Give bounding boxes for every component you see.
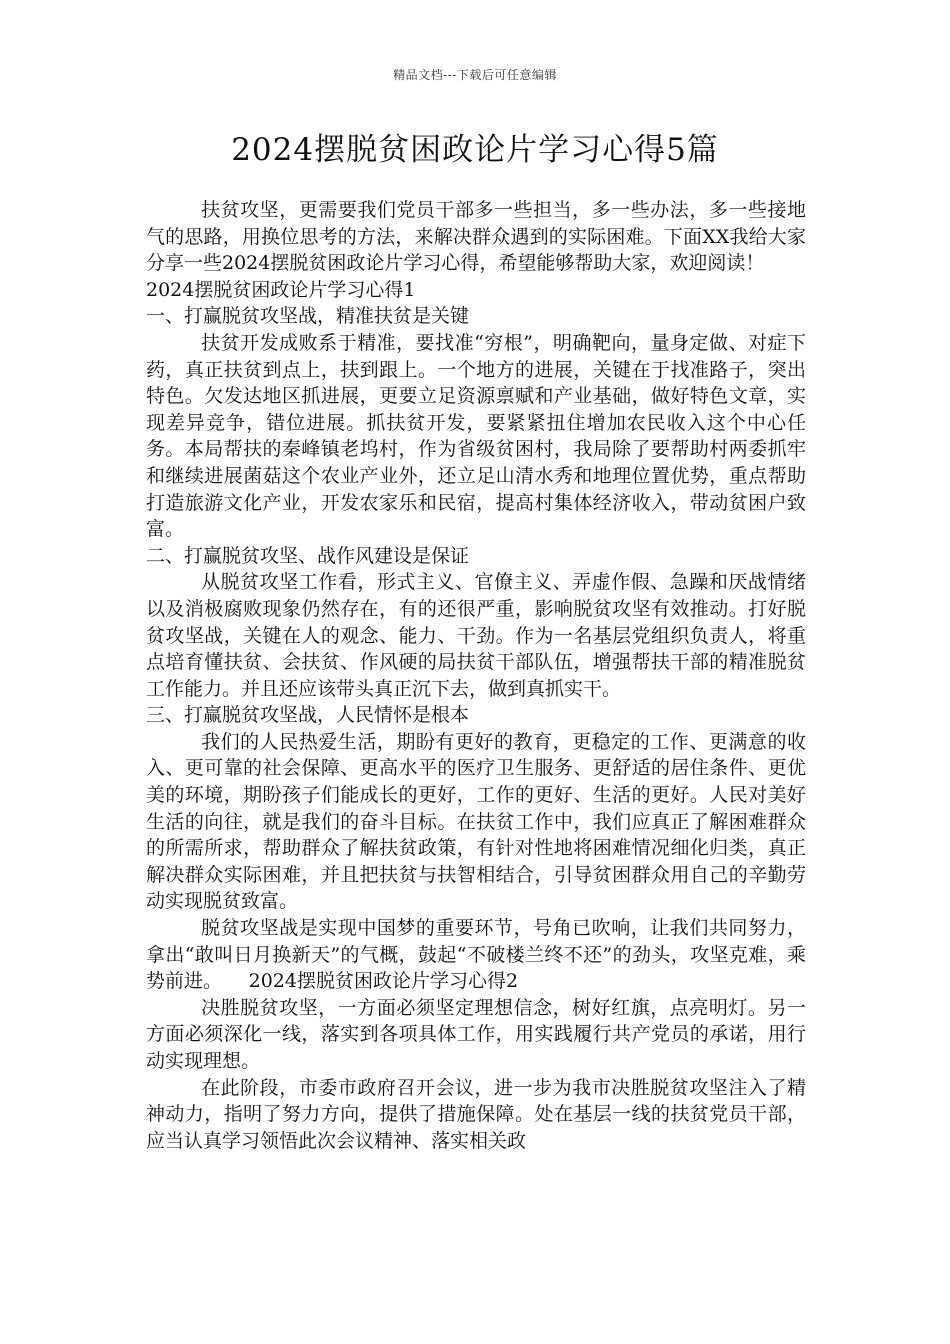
part2-title: 2024摆脱贫困政论片学习心得2 [248,970,519,993]
section2-heading: 二、打赢脱贫攻坚、战作风建设是保证 [146,544,470,567]
section3-paragraph: 我们的人民热爱生活，期盼有更好的教育，更稳定的工作、更满意的收入、更可靠的社会保障、更高水平的医疗卫生服务、更舒适的居住条件、更优美的环境，期盼孩子们能成长的更好，工作的更好、生活的更好。人民对美好生活的向往，就是我们的奋斗目标。在扶贫工作中，我们应真正了解困难群众的所需所求，帮助群众了解扶贫政策，有针对性地将困难情况细化归类，真正解决群众实际困难，并且把扶贫与扶智相结合，引导贫困群众用自己的辛勤劳动实现脱贫致富。 [146,730,806,913]
document-title: 2024摆脱贫困政论片学习心得5篇 [231,132,719,168]
closing-text: 脱贫攻坚战是实现中国梦的重要环节，号角已吹响，让我们共同努力，拿出“敢叫日月换新天”的气概，鼓起“不破楼兰终不还”的劲头，攻坚克难，乘势前进。 [146,917,806,993]
part2-paragraph-2: 在此阶段，市委市政府召开会议，进一步为我市决胜脱贫攻坚注入了精神动力，指明了努力方向，提供了措施保障。处在基层一线的扶贫党员干部，应当认真学习领悟此次会议精神、落实相关政 [146,1076,806,1152]
section1-paragraph: 扶贫开发成败系于精准，要找准“穷根”，明确靶向，量身定做、对症下药，真正扶贫到点上，扶到跟上。一个地方的进展，关键在于找准路子，突出特色。欠发达地区抓进展，更要立足资源禀赋和产业基础，做好特色文章，实现差异竞争，错位进展。抓扶贫开发，要紧紧扭住增加农民收入这个中心任务。本局帮扶的秦峰镇老坞村，作为省级贫困村，我局除了要帮助村两委抓牢和继续进展菌菇这个农业产业外，还立足山清水秀和地理位置优势，重点帮助打造旅游文化产业，开发农家乐和民宿，提高村集体经济收入，带动贫困户致富。 [146,331,806,541]
closing-paragraph [146,915,806,995]
header-note: 精品文档---下载后可任意编辑 [393,68,557,82]
document-body [146,197,806,1154]
section2-paragraph: 从脱贫攻坚工作看，形式主义、官僚主义、弄虚作假、急躁和厌战情绪以及消极腐败现象仍然存在，有的还很严重，影响脱贫攻坚有效推动。打好脱贫攻坚战，关键在人的观念、能力、干劲。作为一名基层党组织负责人，将重点培育懂扶贫、会扶贫、作风硬的局扶贫干部队伍，增强帮扶干部的精准脱贫工作能力。并且还应该带头真正沉下去，做到真抓实干。 [146,571,806,700]
part1-title: 2024摆脱贫困政论片学习心得1 [146,278,416,301]
intro-paragraph: 扶贫攻坚，更需要我们党员干部多一些担当，多一些办法，多一些接地气的思路，用换位思考的方法，来解决群众遇到的实际困难。下面XX我给大家分享一些2024摆脱贫困政论片学习心得，希望能够帮助大家，欢迎阅读！ [146,199,806,275]
section1-heading: 一、打赢脱贫攻坚战，精准扶贫是关键 [146,305,470,328]
part2-paragraph-1: 决胜脱贫攻坚，一方面必须坚定理想信念，树好红旗，点亮明灯。另一方面必须深化一线，落实到各项具体工作，用实践履行共产党员的承诺，用行动实现理想。 [146,996,806,1072]
section3-heading: 三、打赢脱贫攻坚战，人民情怀是根本 [146,704,470,727]
